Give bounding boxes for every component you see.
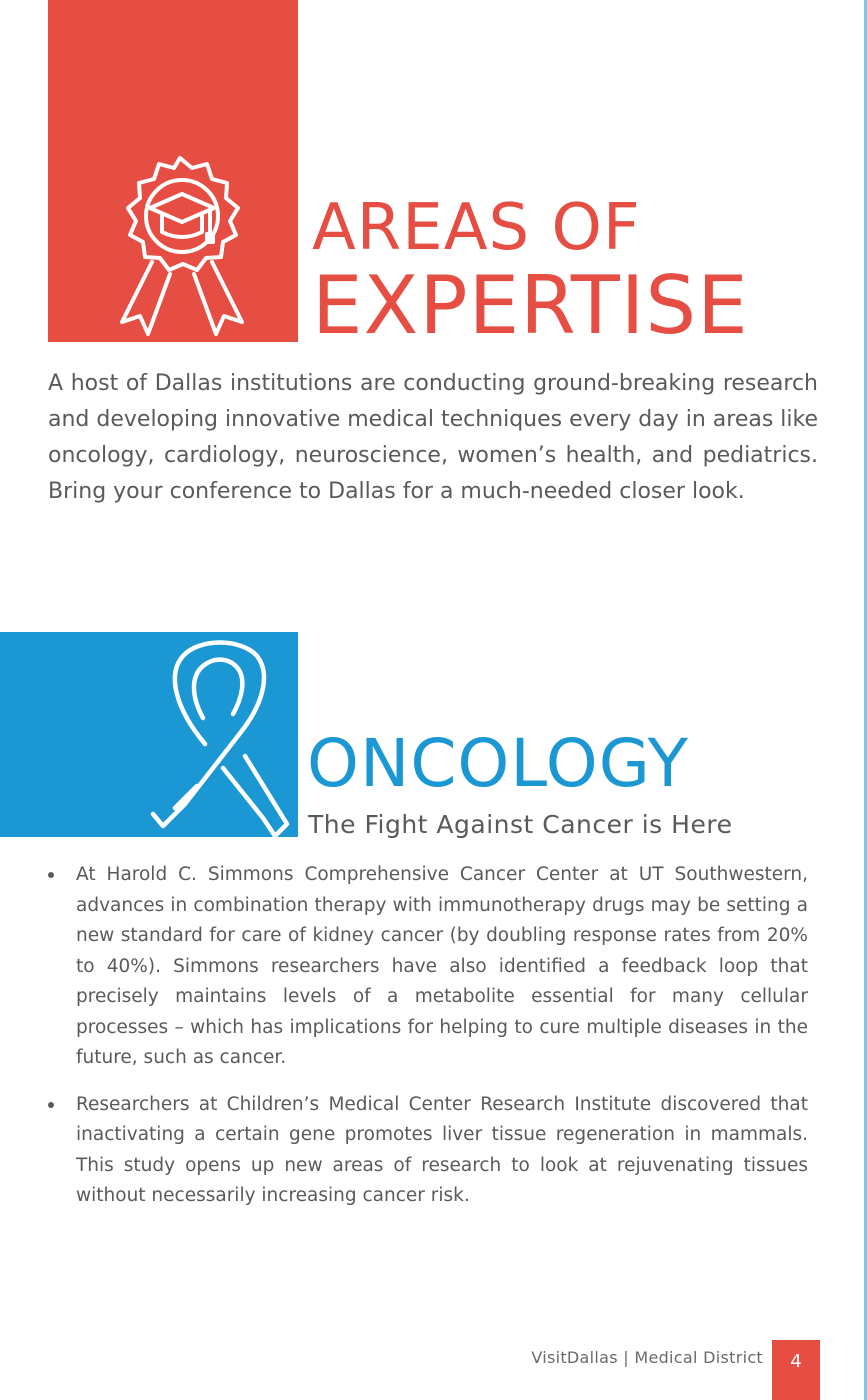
page-number: 4 xyxy=(772,1340,820,1400)
bullet-dot-icon xyxy=(48,872,54,878)
bullet-dot-icon xyxy=(48,1102,54,1108)
oncology-bullet-list xyxy=(48,860,808,1228)
list-item xyxy=(48,1090,808,1212)
expertise-intro-paragraph: A host of Dallas institutions are conducting ground-breaking research and developing innovative medical techniques every day in areas like oncology, cardiology, neuroscience, women’s health, and pediatrics. Bring your conference to Dallas for a much-needed closer look. xyxy=(48,371,818,504)
list-item-text: At Harold C. Simmons Comprehensive Cancer Center at UT Southwestern, advances in combination therapy with immunotherapy drugs may be setting a new standard for care of kidney cancer (by doubling response rates from 20% to 40%). Simmons researchers have also identified a feedback loop that precisely maintains levels of a metabolite essential for many cellular processes – which has implications for helping to cure multiple diseases in the future, such as cancer. xyxy=(76,864,808,1068)
expertise-heading-line1: AREAS OF xyxy=(312,191,641,265)
list-item xyxy=(48,860,808,1074)
list-item-text: Researchers at Children’s Medical Center Research Institute discovered that inactivating a certain gene promotes liver tissue regeneration in mammals. This study opens up new areas of research to look at rejuvenating tissues without necessarily increasing cancer risk. xyxy=(76,1093,808,1206)
expertise-heading-line2: EXPERTISE xyxy=(312,259,749,352)
oncology-subtitle: The Fight Against Cancer is Here xyxy=(308,810,733,839)
footer-label: VisitDallas | Medical District xyxy=(531,1348,763,1367)
awareness-ribbon-icon xyxy=(145,636,295,841)
graduation-cap-award-icon xyxy=(100,150,260,340)
expertise-heading xyxy=(312,191,749,352)
oncology-heading: ONCOLOGY xyxy=(307,725,689,802)
